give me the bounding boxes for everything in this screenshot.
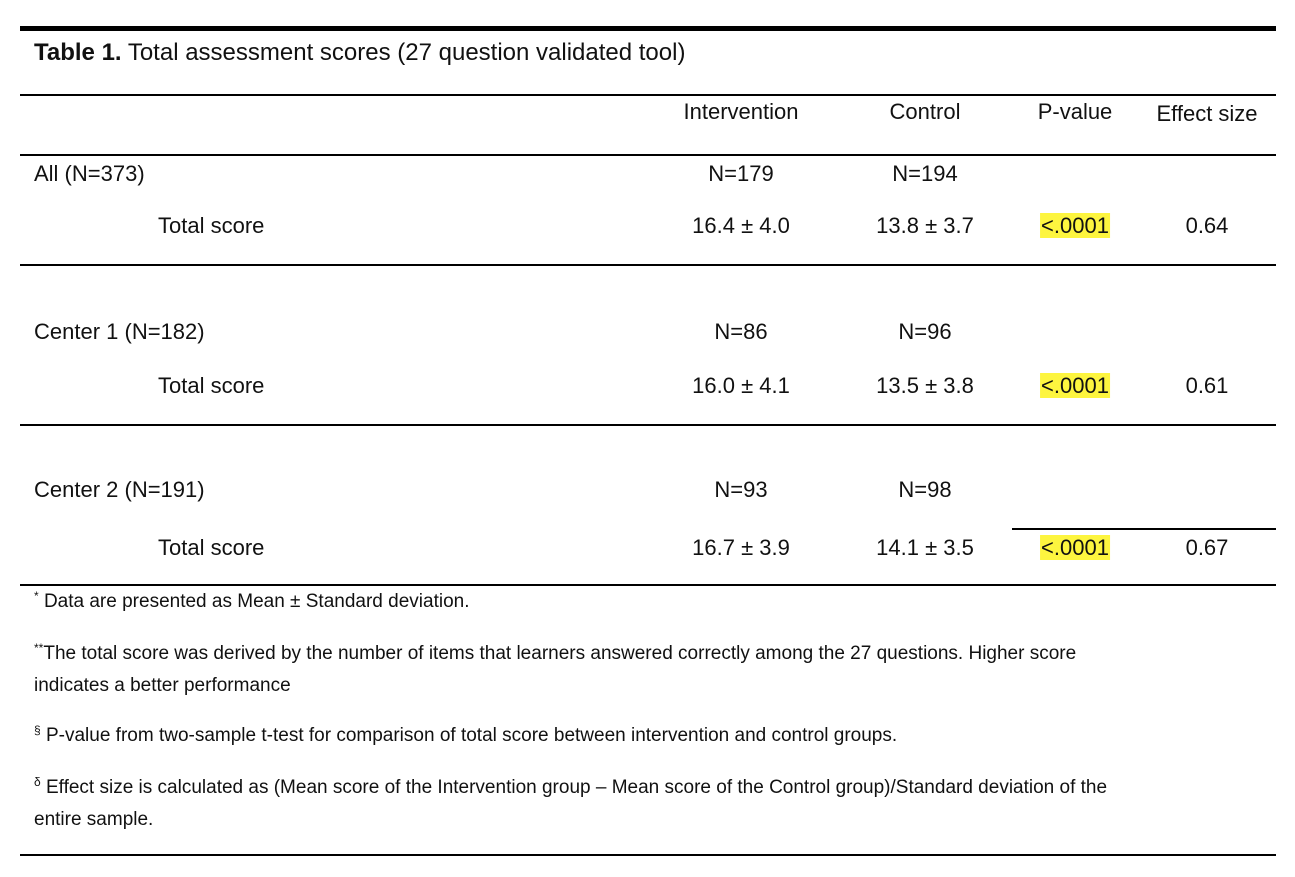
table-title-text: Total assessment scores (27 question validated tool): [127, 39, 686, 66]
intervention-score: 16.4 ± 4.0: [692, 213, 790, 238]
footnote-mark: **: [34, 641, 44, 655]
group-1-bottom-rule: [20, 264, 1276, 266]
header-top-rule: [20, 94, 1276, 96]
effect-size-cell: 0.61: [1185, 373, 1229, 398]
footnote-total-score: [34, 638, 1076, 702]
footnote-text: The total score was derived by the number of items that learners answered correctly among the 27 questions. Higher score: [43, 643, 1077, 664]
group-2-bottom-rule: [20, 424, 1276, 426]
footnote-p-value: [34, 720, 897, 752]
row-label: Total score: [158, 373, 265, 398]
p-value-cell: [1040, 535, 1110, 561]
p-value-cell: [1040, 213, 1110, 239]
footnote-text-continued: indicates a better performance: [34, 675, 291, 696]
header-bottom-rule: [20, 154, 1276, 156]
header-control: Control: [889, 99, 961, 124]
footnote-text: Data are presented as Mean ± Standard deviation.: [43, 591, 470, 612]
intervention-score: 16.0 ± 4.1: [692, 373, 790, 398]
footnote-text: P-value from two-sample t-test for comparison of total score between intervention and control groups.: [45, 725, 898, 746]
header-effect-size: Effect size: [1156, 101, 1258, 126]
footnote-text-continued: entire sample.: [34, 809, 154, 830]
p-value-highlight: <.0001: [1041, 373, 1109, 398]
footnote-mark: *: [34, 589, 39, 603]
table-title-label: Table 1.: [34, 39, 122, 66]
effect-size-cell: 0.67: [1185, 535, 1229, 560]
intervention-n: N=86: [714, 319, 768, 344]
row-label: Total score: [158, 535, 265, 560]
footnote-mark: δ: [34, 775, 41, 789]
top-thick-rule: [20, 26, 1276, 31]
footnote-data-presentation: [34, 586, 469, 618]
footnote-mark: §: [34, 723, 41, 737]
group-label: All (N=373): [34, 161, 145, 186]
header-intervention: Intervention: [683, 99, 799, 124]
p-value-cell: [1040, 373, 1110, 399]
table-title: [34, 38, 685, 68]
footnotes-bottom-rule: [20, 854, 1276, 856]
footnote-text: Effect size is calculated as (Mean score of the Intervention group – Mean score of the Control group)/Standard deviation of the: [45, 777, 1108, 798]
control-score: 14.1 ± 3.5: [876, 535, 974, 560]
intervention-score: 16.7 ± 3.9: [692, 535, 790, 560]
control-n: N=194: [892, 161, 958, 186]
footnote-effect-size: [34, 772, 1107, 836]
group-label: Center 2 (N=191): [34, 477, 205, 502]
p-value-highlight: <.0001: [1041, 213, 1109, 238]
control-n: N=98: [898, 477, 952, 502]
control-score: 13.5 ± 3.8: [876, 373, 974, 398]
effect-size-cell: 0.64: [1185, 213, 1229, 238]
row-label: Total score: [158, 213, 265, 238]
control-n: N=96: [898, 319, 952, 344]
pvalue-partial-rule: [1012, 528, 1276, 530]
intervention-n: N=179: [708, 161, 774, 186]
p-value-highlight: <.0001: [1041, 535, 1109, 560]
header-p-value: P-value: [1037, 99, 1113, 124]
intervention-n: N=93: [714, 477, 768, 502]
control-score: 13.8 ± 3.7: [876, 213, 974, 238]
group-label: Center 1 (N=182): [34, 319, 205, 344]
